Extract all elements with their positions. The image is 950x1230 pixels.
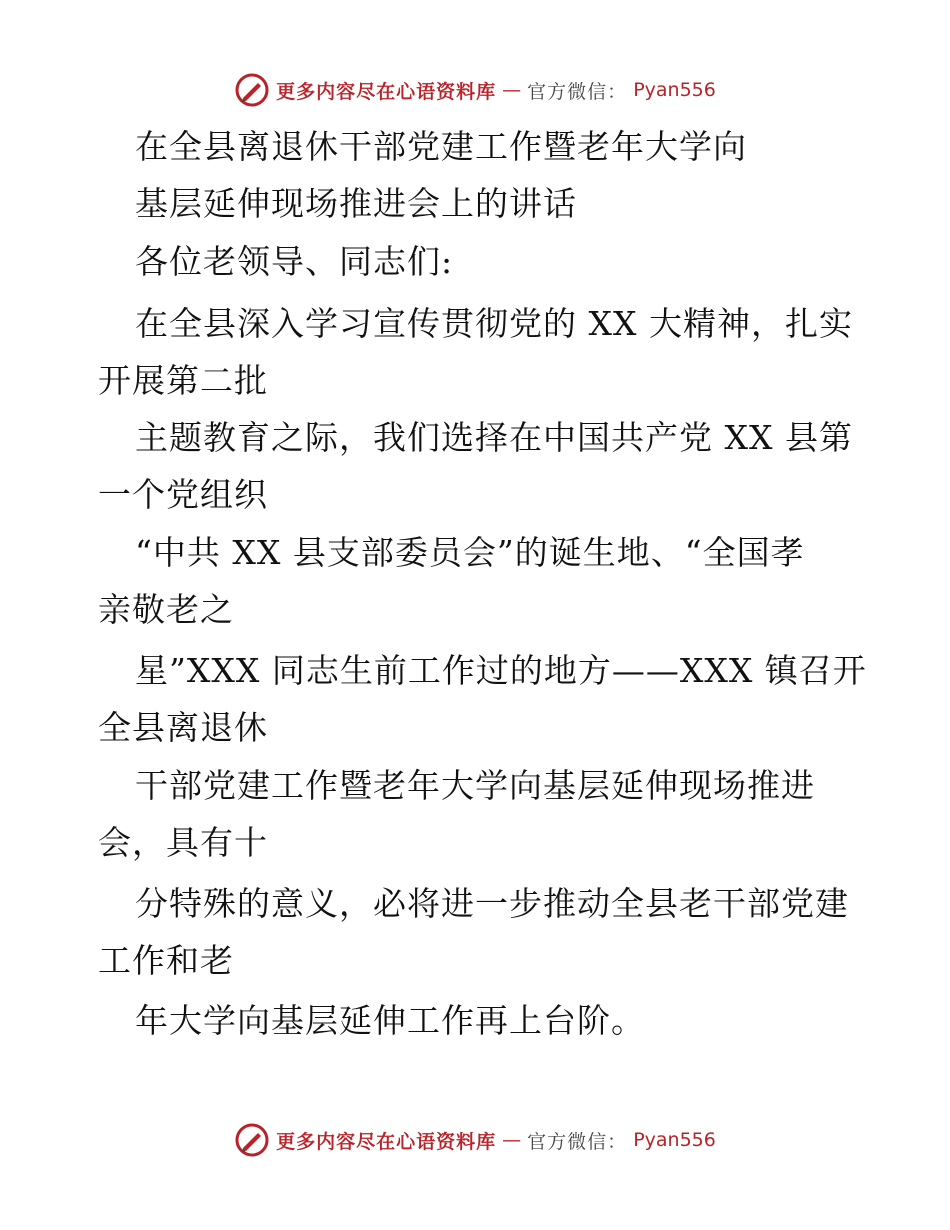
pen-logo-icon: [234, 72, 270, 108]
paragraph-line: 开展第二批: [98, 361, 268, 400]
paragraph-line: 亲敬老之: [98, 590, 234, 629]
banner-dash: —: [502, 1129, 522, 1151]
paragraph-line: 一个党组织: [98, 475, 268, 514]
paragraph-line: “中共 XX 县支部委员会”的诞生地、“全国孝: [135, 533, 805, 572]
paragraph-line: 年大学向基层延伸工作再上台阶。: [135, 1001, 645, 1040]
title-line-1: 在全县离退休干部党建工作暨老年大学向: [135, 127, 747, 166]
footer-banner: [0, 1120, 950, 1160]
paragraph-line: 全县离退休: [98, 708, 268, 747]
paragraph-line: 星”XXX 同志生前工作过的地方——XXX 镇召开: [135, 651, 867, 690]
header-banner: [0, 70, 950, 110]
banner-wechat-id: Pyan556: [633, 79, 716, 101]
paragraph-line: 干部党建工作暨老年大学向基层延伸现场推进: [135, 766, 815, 805]
banner-wechat-id: Pyan556: [633, 1129, 716, 1151]
salutation: 各位老领导、同志们:: [135, 242, 454, 281]
paragraph-line: 分特殊的意义，必将进一步推动全县老干部党建: [135, 884, 849, 923]
paragraph-line: 主题教育之际，我们选择在中国共产党 XX 县第: [135, 418, 853, 457]
title-line-2: 基层延伸现场推进会上的讲话: [135, 184, 577, 223]
banner-brand: 更多内容尽在心语资料库: [276, 80, 497, 103]
paragraph-line: 在全县深入学习宣传贯彻党的 XX 大精神，扎实: [135, 304, 853, 343]
banner-wechat-label: 官方微信：: [527, 1130, 628, 1153]
pen-logo-icon: [234, 1122, 270, 1158]
paragraph-line: 会，具有十: [98, 823, 268, 862]
banner-brand: 更多内容尽在心语资料库: [276, 1130, 497, 1153]
banner-dash: —: [502, 79, 522, 101]
banner-wechat-label: 官方微信：: [527, 80, 628, 103]
paragraph-line: 工作和老: [98, 941, 234, 980]
